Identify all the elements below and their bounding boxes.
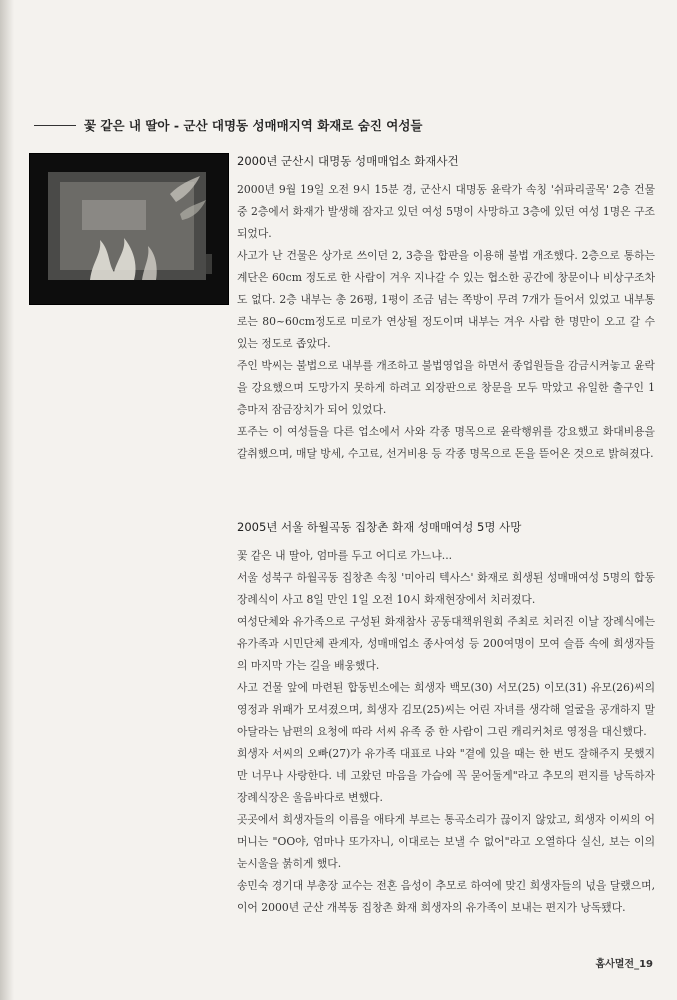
article-title: 2005년 서울 하월곡동 집창촌 화재 성매매여성 5명 사망 — [237, 520, 522, 534]
article-paragraph: 주인 박씨는 불법으로 내부를 개조하고 불법영업을 하면서 종업원들을 감금시켜놓고 윤락을 강요했으며 도망가지 못하게 하려고 외장판으로 창문을 모두 막았고 유일한 출구인 1층마저 잠금장치가 되어 있었다. — [237, 359, 655, 416]
article-paragraph: 꽃 같은 내 딸아, 엄마를 두고 어디로 가느냐... — [237, 549, 453, 562]
page-edge-shadow — [0, 0, 14, 1000]
article-2005-hawolgok-fire — [237, 519, 655, 919]
article-paragraph: 사고 건물 앞에 마련된 합동빈소에는 희생자 백모(30) 서모(25) 이모(31) 유모(26)씨의 영정과 위패가 모셔졌으며, 희생자 김모(25)씨는 어린 자녀를 생각해 얼굴을 공개하지 말아달라는 남편의 요청에 따라 서씨 유족 중 한 사람이 그린 캐리커처로 영정을 대신했다. — [237, 681, 655, 738]
article-paragraph: 여성단체와 유가족으로 구성된 화재참사 공동대책위원회 주최로 치러진 이날 장례식에는 유가족과 시민단체 관계자, 성매매업소 종사여성 등 200여명이 모여 슬픔 속에 희생자들의 마지막 가는 길을 배웅했다. — [237, 615, 655, 672]
article-paragraph: 사고가 난 건물은 상가로 쓰이던 2, 3층을 합판을 이용해 불법 개조했다. 2층으로 통하는 계단은 60cm 정도로 한 사람이 겨우 지나갈 수 있는 협소한 공간에 창문이나 비상구조차도 없다. 2층 내부는 총 26평, 1평이 조금 넘는 쪽방이 무려 7개가 들어서 있었고 내부통로는 80~60cm정도로 미로가 연상될 정도이며 내부는 겨우 사람 한 명만이 오고 갈 수 있는 정도로 좁았다. — [237, 249, 655, 350]
article-paragraph: 곳곳에서 희생자들의 이름을 애타게 부르는 통곡소리가 끊이지 않았고, 희생자 이씨의 어머니는 "OO야, 엄마나 또가자니, 이대로는 보낼 수 없어"라고 오열하다 실신, 보는 이의 눈시울을 붉히게 했다. — [237, 813, 655, 870]
article-paragraph: 2000년 9월 19일 오전 9시 15분 경, 군산시 대명동 윤락가 속칭 '쉬파리골목' 2층 건물 중 2층에서 화재가 발생해 잠자고 있던 여성 5명이 사망하고 3층에 있던 여성 1명은 구조되었다. — [237, 183, 655, 240]
section-heading — [34, 116, 654, 134]
heading-text: 꽃 같은 내 딸아 - 군산 대명동 성매매지역 화재로 숨진 여성들 — [84, 118, 423, 133]
fire-scene-photo — [29, 153, 229, 305]
page-footer: 홈사멸전_19 — [595, 959, 653, 970]
heading-rule — [34, 125, 76, 126]
article-paragraph: 서울 성북구 하월곡동 집창촌 속칭 '미아리 텍사스' 화재로 희생된 성매매여성 5명의 합동 장례식이 사고 8일 만인 1일 오전 10시 화재현장에서 치러졌다. — [237, 571, 655, 606]
article-paragraph: 희생자 서씨의 오빠(27)가 유가족 대표로 나와 "곁에 있을 때는 한 번도 잘해주지 못했지만 너무나 사랑한다. 네 고왔던 마음을 가슴에 꼭 묻어둘게"라고 추모의 편지를 낭독하자 장례식장은 울음바다로 변했다. — [237, 747, 655, 804]
article-title: 2000년 군산시 대명동 성매매업소 화재사건 — [237, 154, 459, 168]
article-paragraph: 송민숙 경기대 부총장 교수는 전혼 음성이 추모로 하여에 맞긴 희생자들의 넋을 달랬으며, 이어 2000년 군산 개복동 집창촌 화재 희생자의 유가족이 보내는 편지가 낭독됐다. — [237, 879, 655, 914]
article-paragraph: 포주는 이 여성들을 다른 업소에서 사와 각종 명목으로 윤락행위를 강요했고 화대비용을 갈취했으며, 매달 방세, 수고료, 선거비용 등 각종 명목으로 돈을 뜯어온 것으로 밝혀졌다. — [237, 425, 655, 460]
article-2000-gunsan-fire — [237, 153, 655, 465]
fire-scene-illustration — [30, 154, 228, 304]
